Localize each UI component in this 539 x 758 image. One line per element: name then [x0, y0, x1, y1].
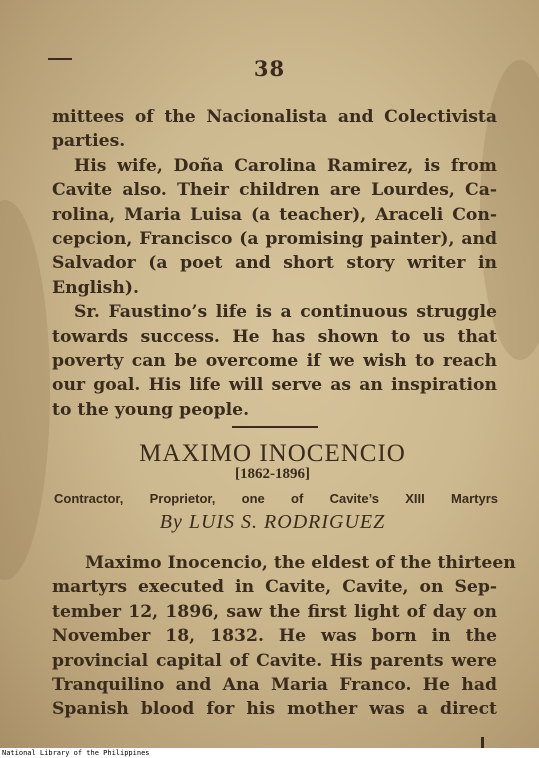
page-number: 38 [253, 56, 286, 81]
text-line: provincial capital of Cavite. His parents were [52, 650, 497, 671]
paragraph-3 [52, 300, 497, 422]
paragraph-2 [52, 154, 497, 300]
text-line: Maximo Inocencio, the eldest of the thirteen [85, 553, 516, 573]
author-byline: By LUIS S. RODRIGUEZ [159, 511, 386, 533]
text-line: martyrs executed in Cavite, Cavite, on Sep- [52, 577, 497, 598]
text-line: November 18, 1832. He was born in the [52, 626, 497, 647]
text-line: cepcion, Francisco (a promising painter), and [52, 229, 497, 250]
paragraph-1 [52, 105, 497, 154]
text-line: towards success. He has shown to us that [52, 326, 497, 347]
text-line: His wife, Doña Carolina Ramirez, is from [74, 155, 497, 176]
life-years: [1862-1896] [235, 466, 310, 482]
text-line: Sr. Faustino’s life is a continuous struggle [74, 302, 497, 323]
text-line: Spanish blood for his mother was a direct [52, 699, 497, 720]
text-line: Cavite also. Their children are Lourdes, Ca- [52, 180, 497, 201]
text-line: our goal. His life will serve as an inspiration [52, 375, 497, 396]
text-line: rolina, Maria Luisa (a teacher), Araceli Con- [52, 204, 497, 225]
text-line: to the young people. [52, 399, 250, 420]
text-line: mittees of the Nacionalista and Colectivista [52, 107, 497, 127]
paragraph-4 [52, 551, 516, 722]
text-line: Tranquilino and Ana Maria Franco. He had [52, 675, 497, 696]
section-heading: MAXIMO INOCENCIO [139, 440, 406, 467]
section-divider [232, 426, 318, 428]
ink-mark [481, 737, 484, 748]
text-line: tember 12, 1896, saw the first light of day on [52, 601, 497, 622]
text-line: poverty can be overcome if we wish to reach [52, 351, 497, 371]
section-subtitle: Contractor, Proprietor, one of Cavite’s XIII Martyrs [54, 491, 498, 506]
text-line: parties. [52, 131, 126, 152]
library-footer: National Library of the Philippines [0, 748, 539, 758]
text-line: English). [52, 277, 139, 298]
text-line: Salvador (a poet and short story writer in [52, 253, 497, 274]
